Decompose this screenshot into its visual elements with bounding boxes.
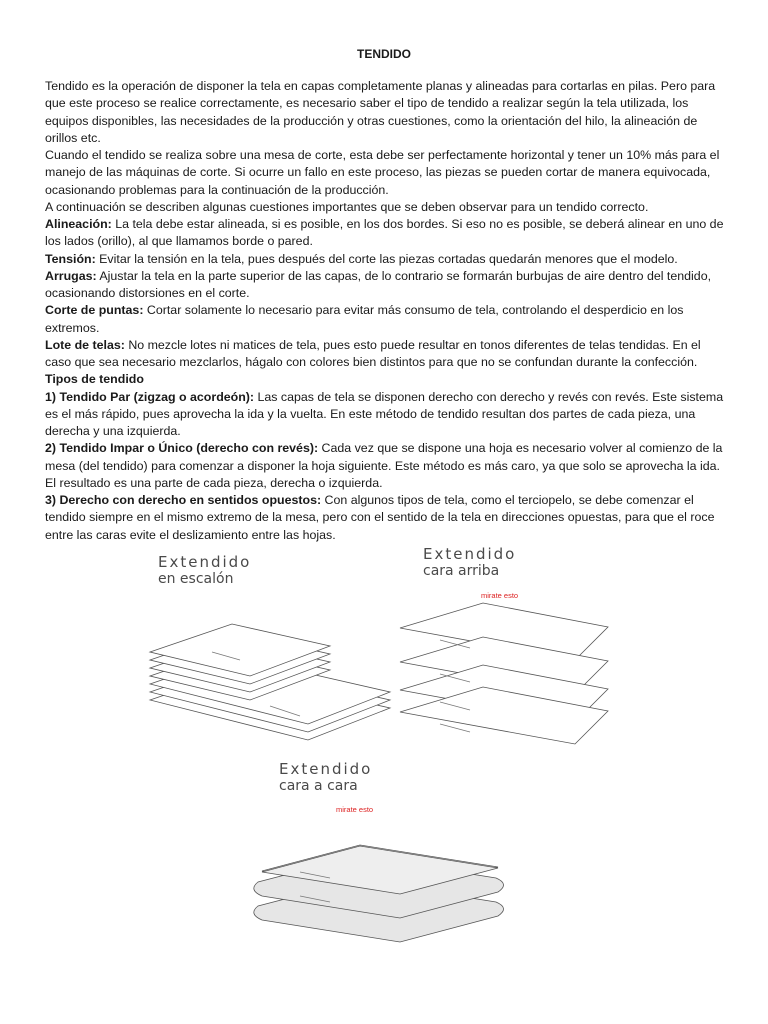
figure-escalon-stack	[150, 624, 390, 740]
paragraph-text: Tendido es la operación de disponer la tela en capas completamente planas y alineadas para cortarlas en pilas. Pero para que este proceso se realice correctamente, es necesario saber el tipo de tendido a realizar según la tela utilizada, los equipos disponibles, las necesidades de la producción y otras cuestiones, como la orientación del hilo, la alineación de orillos etc.	[45, 79, 716, 145]
figure-arriba-note: mirate esto	[481, 591, 519, 600]
page-title: TENDIDO	[357, 47, 411, 61]
paragraph-heading: Tensión:	[45, 251, 96, 266]
figure-acara-title: Extendido	[279, 760, 373, 778]
paragraph-heading: Alineación:	[45, 217, 112, 231]
figure-arriba-subtitle: cara arriba	[423, 563, 500, 579]
figure-acara-subtitle: cara a cara	[279, 778, 358, 794]
figure-escalon-title: Extendido	[158, 553, 252, 571]
paragraph-text: Cada vez que se dispone una hoja es necesario volver al comienzo de la mesa (del tendido) para comenzar a disponer la hoja siguiente. Este método es más caro, ya que solo se aprovecha la ida. El resultado es una parte de cada pieza, derecha o izquierda.	[45, 441, 723, 490]
figure-acara-stack	[254, 845, 504, 942]
figure-acara-note: mirate esto	[336, 805, 374, 814]
paragraph-text: A continuación se describen algunas cuestiones importantes que se deben observar para un tendido correcto.	[45, 199, 649, 214]
paragraph-text: Cuando el tendido se realiza sobre una mesa de corte, esta debe ser perfectamente horizontal y tener un 10% más para el manejo de las máquinas de corte. Si ocurre un fallo en este proceso, las piezas se pueden cortar de manera equivocada, ocasionando problemas para la continuación de la producción.	[45, 148, 720, 197]
figure-escalon-subtitle: en escalón	[158, 571, 234, 587]
paragraph-heading: 3) Derecho con derecho en sentidos opuestos:	[45, 493, 322, 507]
paragraph-heading: Lote de telas:	[45, 337, 125, 352]
paragraph-text: Ajustar la tela en la parte superior de las capas, de lo contrario se formarán burbujas de aire dentro del tendido, ocasionando distorsiones en el corte.	[45, 268, 712, 300]
paragraph-text: Las capas de tela se disponen derecho con derecho y revés con revés. Este sistema es el más rápido, pues aprovecha la ida y la vuelta. En este método de tendido resultan dos partes de cada pieza, una derecha y una izquierda.	[45, 389, 724, 438]
paragraph-heading: Tipos de tendido	[45, 372, 144, 387]
paragraph-text: Evitar la tensión en la tela, pues después del corte las piezas cortadas quedarán menores que el modelo.	[95, 251, 678, 266]
paragraph-text: Cortar solamente lo necesario para evitar más consumo de tela, controlando el desperdicio en los extremos.	[45, 303, 684, 335]
figure-arriba-stack	[400, 603, 608, 744]
paragraph-heading: Arrugas:	[45, 268, 97, 283]
figure-arriba-title: Extendido	[423, 545, 517, 563]
paragraph-heading: Corte de puntas:	[45, 303, 144, 318]
paragraph-heading: 1) Tendido Par (zigzag o acordeón):	[45, 389, 255, 404]
paragraph-text: No mezcle lotes ni matices de tela, pues esto puede resultar en tonos diferentes de telas tendidas. En el caso que sea necesario mezclarlos, hágalo con colores bien distintos para que no se confundan durante la confección.	[45, 337, 701, 369]
paragraph-text: Con algunos tipos de tela, como el terciopelo, se debe comenzar el tendido siempre en el mismo extremo de la mesa, pero con el sentido de la tela en direcciones opuestas, para que el roce entre las caras evite el deslizamiento entre las hojas.	[45, 493, 715, 542]
paragraph-heading: 2) Tendido Impar o Único (derecho con revés):	[45, 441, 319, 456]
paragraph-text: La tela debe estar alineada, si es posible, en los dos bordes. Si eso no es posible, se deberá alinear en uno de los lados (orillo), al que llamamos borde o pared.	[45, 217, 724, 249]
